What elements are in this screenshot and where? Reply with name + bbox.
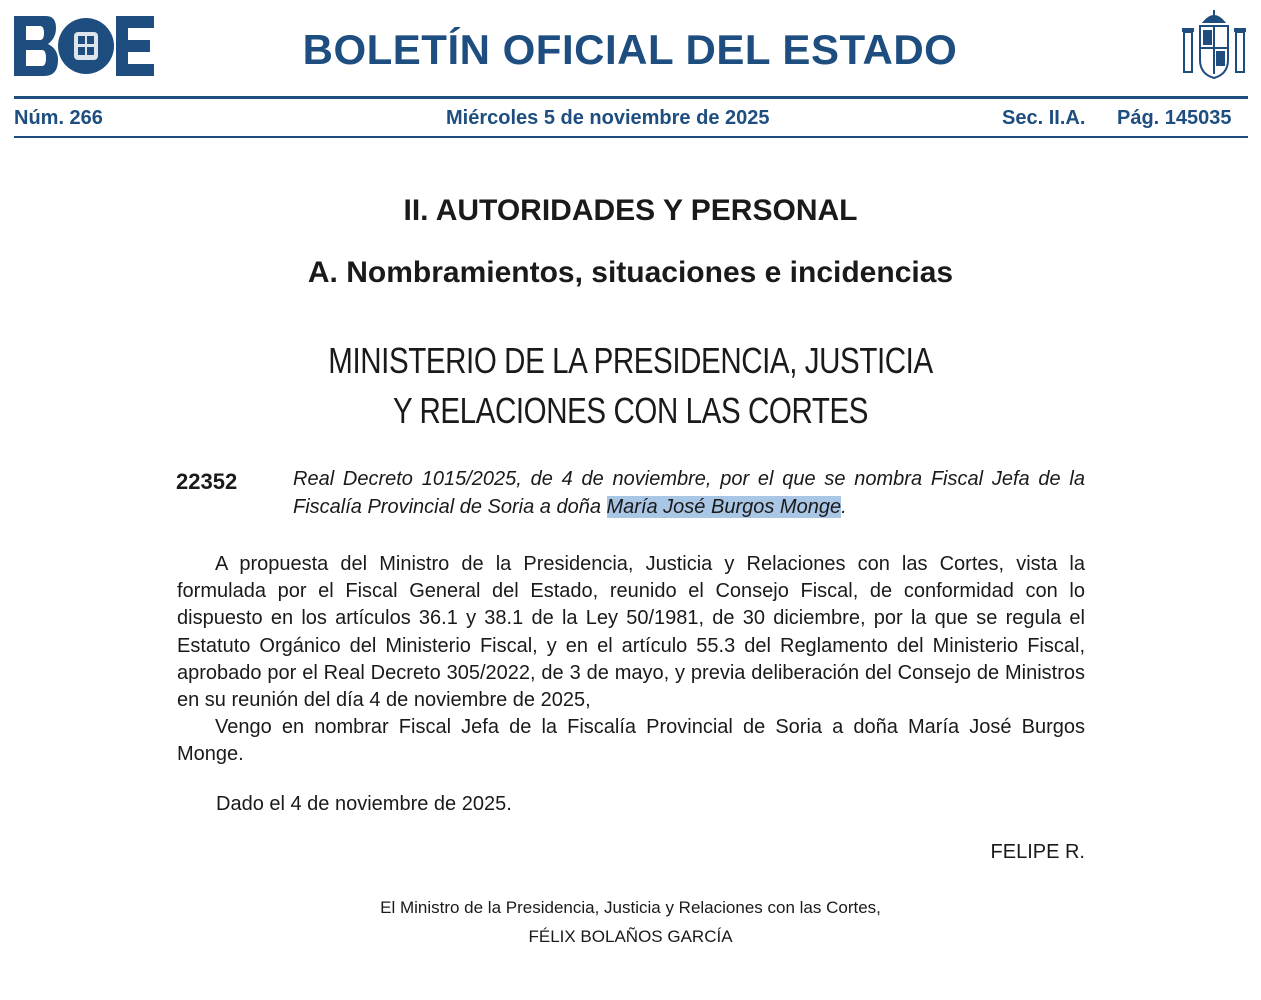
section-title: II. AUTORIDADES Y PERSONAL	[403, 194, 858, 227]
header-rule-bottom	[14, 136, 1248, 138]
dated-line: Dado el 4 de noviembre de 2025.	[216, 793, 512, 815]
royal-signature: FELIPE R.	[990, 841, 1085, 863]
decree-body	[177, 551, 1085, 769]
bulletin-number: Núm. 266	[14, 107, 103, 129]
entry-summary	[293, 465, 1085, 521]
entry-number: 22352	[176, 469, 238, 494]
summary-text: Real Decreto 1015/2025, de 4 de noviembre, por el que se nombra Fiscal Jefa de la Fiscalía Provincial de Soria a doña	[293, 468, 1085, 518]
coat-of-arms-icon	[1178, 8, 1250, 82]
ministry-heading	[113, 336, 1147, 436]
summary-end: .	[841, 496, 847, 518]
ministry-line-1: MINISTERIO DE LA PRESIDENCIA, JUSTICIA	[328, 340, 933, 381]
ministry-line-2: Y RELACIONES CON LAS CORTES	[392, 390, 869, 431]
bulletin-section: Sec. II.A.	[1002, 107, 1086, 129]
highlighted-name[interactable]: María José Burgos Monge	[606, 496, 842, 518]
minister-title: El Ministro de la Presidencia, Justicia y Relaciones con las Cortes,	[380, 898, 881, 917]
minister-name: FÉLIX BOLAÑOS GARCÍA	[528, 927, 733, 946]
body-paragraph-1: A propuesta del Ministro de la Presidencia, Justicia y Relaciones con las Cortes, vista la formulada por el Fiscal General del Estado, reunido el Consejo Fiscal, de conformidad con lo dispuesto en los artículos 36.1 y 38.1 de la Ley 50/1981, de 30 diciembre, por la que se regula el Estatuto Orgánico del Ministerio Fiscal, y en el artículo 55.3 del Reglamento del Ministerio Fiscal, aprobado por el Real Decreto 305/2022, de 3 de mayo, y previa deliberación del Consejo de Ministros en su reunión del día 4 de noviembre de 2025,	[177, 553, 1085, 712]
section-subtitle: A. Nombramientos, situaciones e incidencias	[307, 256, 954, 289]
boe-logo	[14, 16, 154, 76]
bulletin-page: Pág. 145035	[1117, 107, 1232, 129]
header-rule-top	[14, 96, 1248, 99]
body-paragraph-2: Vengo en nombrar Fiscal Jefa de la Fiscalía Provincial de Soria a doña María José Burgos Monge.	[177, 716, 1085, 766]
page-title: BOLETÍN OFICIAL DEL ESTADO	[302, 26, 958, 73]
bulletin-date: Miércoles 5 de noviembre de 2025	[446, 107, 770, 129]
